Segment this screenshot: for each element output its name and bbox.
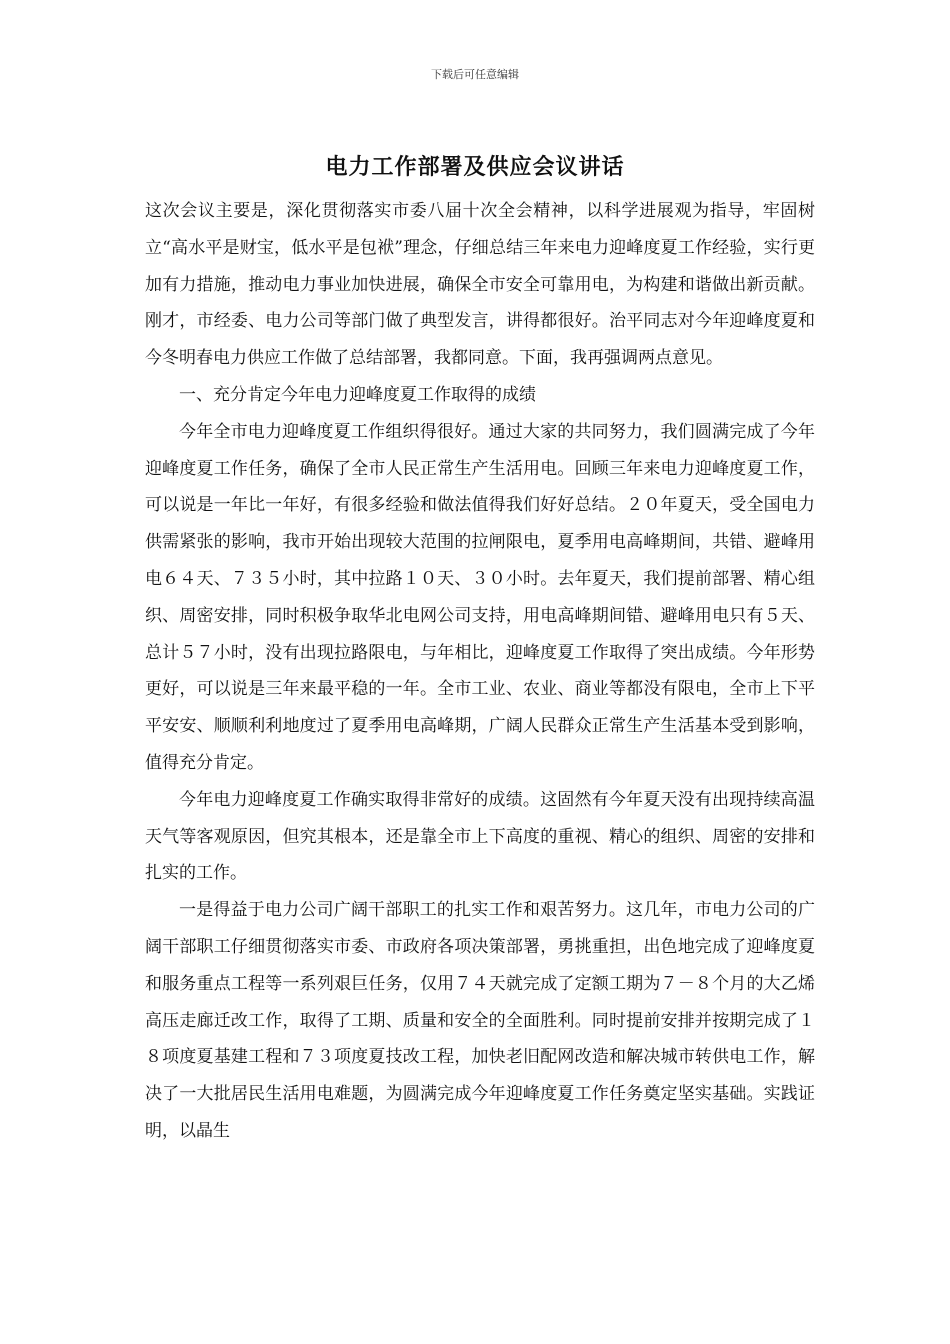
document-body (145, 193, 815, 1150)
paragraph-intro: 这次会议主要是，深化贯彻落实市委八届十次全会精神，以科学进展观为指导，牢固树立“高水平是财宝，低水平是包袱”理念，仔细总结三年来电力迎峰度夏工作经验，实行更加有力措施，推动电力事业加快进展，确保全市安全可靠用电，为构建和谐做出新贡献。刚才，市经委、电力公司等部门做了典型发言，讲得都很好。治平同志对今年迎峰度夏和今冬明春电力供应工作做了总结部署，我都同意。下面，我再强调两点意见。 (145, 201, 815, 369)
paragraph: 一是得益于电力公司广阔干部职工的扎实工作和艰苦努力。这几年，市电力公司的广阔干部职工仔细贯彻落实市委、市政府各项决策部署，勇挑重担，出色地完成了迎峰度夏和服务重点工程等一系列艰巨任务，仅用７４天就完成了定额工期为７－８个月的大乙烯高压走廊迁改工作，取得了工期、质量和安全的全面胜利。同时提前安排并按期完成了１８项度夏基建工程和７３项度夏技改工程，加快老旧配网改造和解决城市转供电工作，解决了一大批居民生活用电难题，为圆满完成今年迎峰度夏工作任务奠定坚实基础。实践证明，以晶生 (145, 900, 815, 1141)
section-heading: 一、充分肯定今年电力迎峰度夏工作取得的成绩 (179, 384, 536, 405)
document-title: 电力工作部署及供应会议讲话 (325, 154, 625, 180)
header-note: 下载后可任意编辑 (431, 68, 519, 81)
paragraph: 今年电力迎峰度夏工作确实取得非常好的成绩。这固然有今年夏天没有出现持续高温天气等客观原因，但究其根本，还是靠全市上下高度的重视、精心的组织、周密的安排和扎实的工作。 (145, 789, 815, 884)
paragraph: 今年全市电力迎峰度夏工作组织得很好。通过大家的共同努力，我们圆满完成了今年迎峰度夏工作任务，确保了全市人民正常生产生活用电。回顾三年来电力迎峰度夏工作，可以说是一年比一年好，有很多经验和做法值得我们好好总结。２０年夏天，受全国电力供需紧张的影响，我市开始出现较大范围的拉闸限电，夏季用电高峰期间，共错、避峰用电６４天、７３５小时，其中拉路１０天、３０小时。去年夏天，我们提前部署、精心组织、周密安排，同时积极争取华北电网公司支持，用电高峰期间错、避峰用电只有５天、总计５７小时，没有出现拉路限电，与年相比，迎峰度夏工作取得了突出成绩。今年形势更好，可以说是三年来最平稳的一年。全市工业、农业、商业等都没有限电，全市上下平平安安、顺顺利利地度过了夏季用电高峰期，广阔人民群众正常生产生活基本受到影响，值得充分肯定。 (145, 421, 815, 773)
